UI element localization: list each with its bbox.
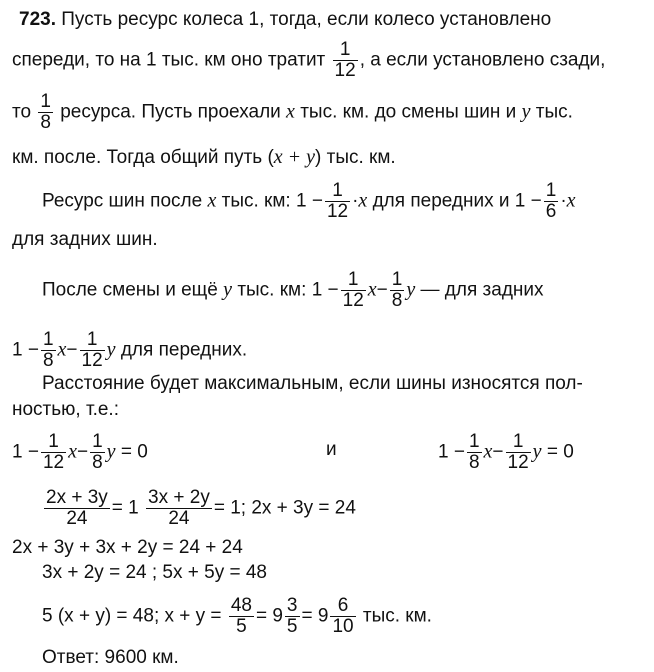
fraction: $\frac{1}{12}$ [81,329,103,371]
text: тыс. км. до смены шин и [300,101,517,123]
fraction: $\frac{1}{12}$ [334,39,356,81]
fraction: $\frac{1}{12}$ [326,180,349,222]
text-line [42,181,576,222]
text-line [12,40,605,81]
var: x [566,189,576,212]
text: 3x + 2y = 24 ; 5x + 5y = 48 [42,562,267,583]
text: = [255,605,268,627]
fraction: $\frac{1}{12}$ [342,269,364,311]
fraction: $\frac{1}{12}$ [507,431,529,473]
text: для передних. [120,339,248,361]
text: ) тыс. км. [315,147,396,168]
text: 9 [272,605,283,627]
text: ресурса. Пусть проехали [60,101,281,123]
text: 5 (x + y) = 48; x + y = [42,605,222,627]
text-line [12,330,247,371]
fraction: $\frac{1}{8}$ [42,329,54,371]
var: x [367,278,377,301]
fraction: $\frac{48}{5}$ [230,595,252,637]
text: то [12,101,32,123]
text: − [376,279,388,301]
fraction: $\frac{2x + 3y}{24}$ [46,487,108,529]
fraction: $\frac{1}{6}$ [545,180,557,222]
text: = 1 [213,497,241,519]
var: x [57,338,67,361]
text: тыс. км: [221,190,291,212]
text: = 0 [120,441,148,463]
text: тыс. км: [237,279,307,301]
text: 1 − [12,339,39,361]
text: км. после. Тогда общий путь ( [12,147,274,168]
var: x [286,100,295,123]
text-line [12,228,158,252]
fraction: $\frac{6}{10}$ [332,595,354,637]
text-line [19,8,551,32]
fraction: $\frac{1}{8}$ [391,269,403,311]
equation [438,432,574,473]
var: y [406,278,416,301]
var: y [106,338,116,361]
fraction: $\frac{3x + 2y}{24}$ [148,487,210,529]
problem-number: 723. [19,9,56,30]
text: , а если установлено сзади, [359,49,606,71]
text: После смены и ещё [42,279,218,301]
fraction: $\frac{1}{8}$ [468,431,480,473]
equation [42,561,267,585]
equation [12,432,148,473]
var: y [521,100,531,123]
text: Расстояние будет максимальным, если шины износятся пол- [42,373,583,394]
text: ностью, т.е.: [12,399,119,420]
text: Ответ: 9600 км. [42,647,179,668]
text: Пусть ресурс колеса 1, тогда, если колесо установлено [61,9,552,30]
text: для передних и [372,190,510,212]
var: x [207,189,217,212]
text: 2x + 3y + 3x + 2y = 24 + 24 [12,537,243,558]
var: y [106,440,116,463]
fraction: $\frac{3}{5}$ [286,595,298,637]
text: 1 − [438,441,465,463]
var: x [358,189,368,212]
text: и [326,439,337,460]
text-line [42,372,583,396]
text: · [352,190,359,212]
var: x [68,440,77,463]
text: для задних шин. [12,229,158,250]
text-line [12,398,119,422]
var: x [483,440,493,463]
text: тыс. [535,101,573,123]
text-line [42,270,544,311]
text: = 0 [546,441,574,463]
text: − [66,339,78,361]
text-line [12,145,396,170]
text: 1 − [296,190,323,212]
text: 1 − [514,190,542,212]
fraction: $\frac{1}{12}$ [42,431,65,473]
text: − [76,441,89,463]
text: 1 − [311,279,339,301]
var: y [223,278,233,301]
text: — для задних [420,279,544,301]
text: 1 − [12,441,39,463]
fraction: $\frac{1}{8}$ [92,431,103,473]
text: = 1 [111,497,139,519]
text: Ресурс шин после [42,190,203,212]
text: ; 2x + 3y = 24 [240,497,356,519]
text: = [301,605,313,627]
and-word [326,438,337,462]
var: y [532,440,542,463]
text: 9 [317,605,329,627]
var: x + y [273,146,316,168]
answer [42,646,179,670]
fraction: $\frac{1}{8}$ [40,91,51,133]
text: тыс. км. [362,605,432,627]
equation [42,596,432,637]
equation [12,536,243,560]
equation [42,488,356,529]
text: − [492,441,504,463]
text: · [560,190,567,212]
text: спереди, то на 1 тыс. км оно тратит [12,49,326,71]
text-line [12,92,573,133]
